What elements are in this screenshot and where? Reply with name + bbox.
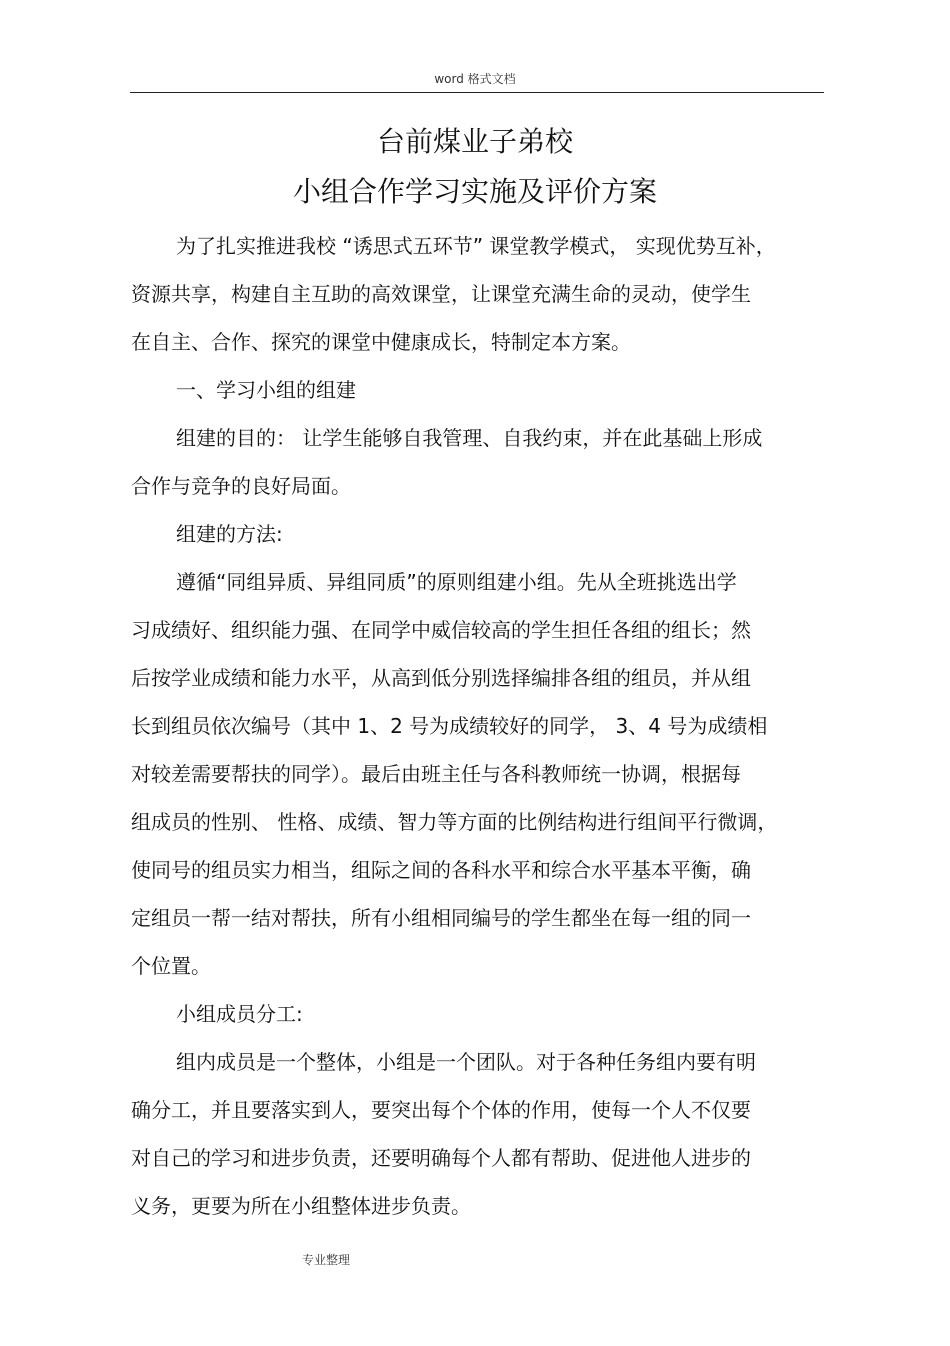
body-line: 对自己的学习和进步负责，还要明确每个人都有帮助、促进他人进步的 (131, 1146, 751, 1170)
page-footer: 专业整理 (302, 1253, 351, 1267)
subsection-heading: 组建的方法: (176, 522, 283, 546)
body-line: 组建的目的： 让学生能够自我管理、自我约束，并在此基础上形成 (176, 426, 763, 450)
body-line: 长到组员依次编号（其中 1、2 号为成绩较好的同学， 3、4 号为成绩相 (131, 714, 768, 738)
body-line: 个位置。 (131, 954, 211, 978)
body-line: 组成员的性别、 性格、成绩、智力等方面的比例结构进行组间平行微调， (131, 810, 778, 834)
body-line: 定组员一帮一结对帮扶，所有小组相同编号的学生都坐在每一组的同一 (131, 906, 751, 930)
body-line: 组内成员是一个整体，小组是一个团队。对于各种任务组内要有明 (176, 1050, 756, 1074)
body-line: 合作与竞争的良好局面。 (131, 474, 351, 498)
body-line: 习成绩好、组织能力强、在同学中威信较高的学生担任各组的组长；然 (131, 618, 751, 642)
body-line: 在自主、合作、探究的课堂中健康成长，特制定本方案。 (131, 330, 631, 354)
document-title-plan: 小组合作学习实施及评价方案 (292, 175, 657, 208)
header-divider (130, 92, 824, 93)
body-line: 义务，更要为所在小组整体进步负责。 (131, 1194, 471, 1218)
section-heading: 一、学习小组的组建 (176, 378, 356, 402)
body-line: 确分工，并且要落实到人，要突出每个个体的作用，使每一个人不仅要 (131, 1098, 751, 1122)
body-line: 为了扎实推进我校 “诱思式五环节” 课堂教学模式， 实现优势互补， (176, 234, 776, 258)
body-line: 遵循“同组异质、异组同质”的原则组建小组。先从全班挑选出学 (176, 570, 737, 594)
body-line: 资源共享，构建自主互助的高效课堂，让课堂充满生命的灵动，使学生 (131, 282, 751, 306)
body-line: 对较差需要帮扶的同学）。最后由班主任与各科教师统一协调，根据每 (131, 762, 741, 786)
body-line: 使同号的组员实力相当，组际之间的各科水平和综合水平基本平衡，确 (131, 858, 751, 882)
document-title-school: 台前煤业子弟校 (376, 125, 573, 158)
page-header: word 格式文档 (434, 72, 516, 86)
subsection-heading: 小组成员分工: (176, 1002, 303, 1026)
body-line: 后按学业成绩和能力水平，从高到低分别选择编排各组的组员，并从组 (131, 666, 751, 690)
